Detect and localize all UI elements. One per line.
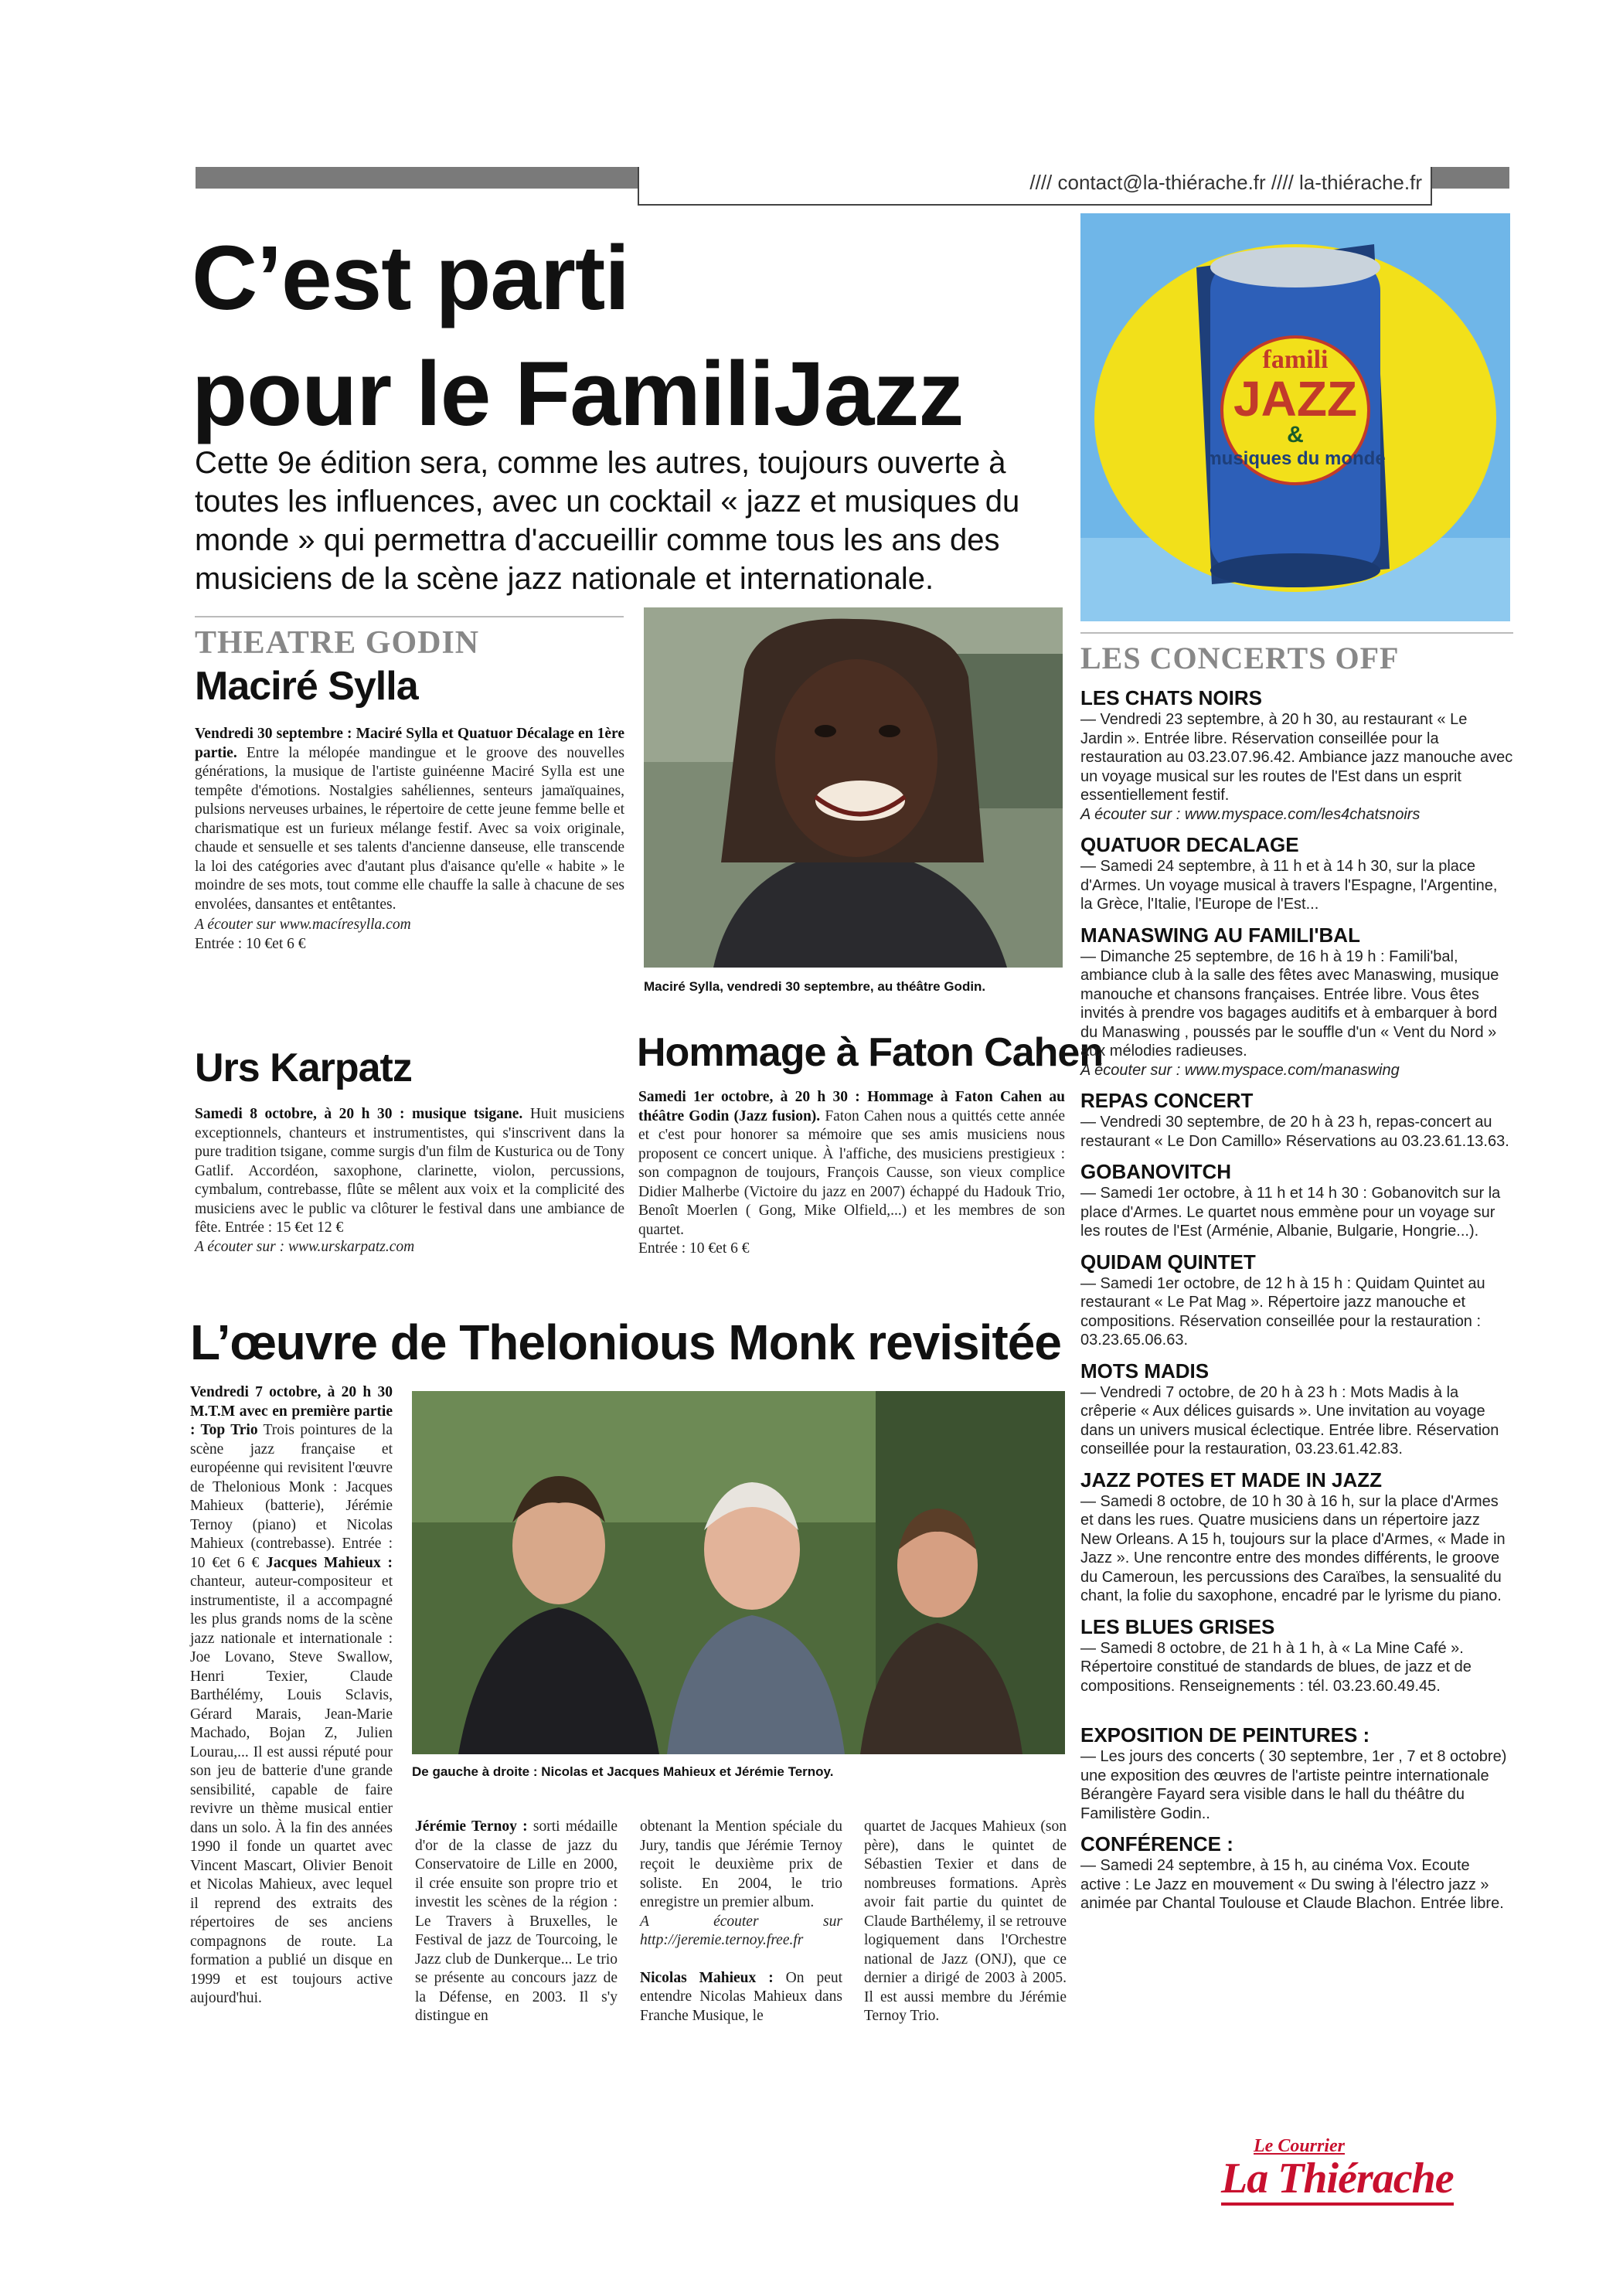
concert-off-item [1080, 1359, 1513, 1459]
article-title-karpatz: Urs Karpatz [195, 1046, 412, 1090]
concert-off-text: — Samedi 1er octobre, à 11 h et 14 h 30 : Gobanovitch sur la place d'Armes. Le quartet nous emmène pour un voyage sur les routes de l'Est (Arménie, Albanie, Bulgarie, Hongrie...). [1080, 1185, 1501, 1240]
cahen-entry: Entrée : 10 €et 6 € [638, 1240, 750, 1257]
concert-off-text: — Samedi 8 octobre, de 21 h à 1 h, à « La Mine Café ». Répertoire constitué de standards de blues, de jazz et de compositions. Renseignements : tél. 03.23.60.49.45. [1080, 1639, 1472, 1695]
photo-caption-sylla: Maciré Sylla, vendredi 30 septembre, au théâtre Godin. [644, 979, 986, 994]
article-title-monk: L’œuvre de Thelonious Monk revisitée [190, 1315, 1061, 1370]
cahen-body: Faton Cahen nous a quittés cette année et c'est pour honorer sa mémoire que ses amis musiciens nous proposent ce concert unique. À l'affiche, des musiciens prestigieux : son compagnon de toujours, François Causse, son vieux complice Didier Malherbe (Victoire du jazz en 2007) échappé du Hadouk Trio, Benoît Moerlen ( Gong, Mike Olfield,...) et les membres de son quartet. [638, 1107, 1065, 1238]
cahen-lead: Samedi 1er octobre, à 20 h 30 : Hommage à Faton Cahen au théâtre Godin (Jazz fusion). [638, 1089, 1065, 1124]
logo-line-2: La Thiérache [1221, 2155, 1454, 2206]
concert-off-text: — Vendredi 23 septembre, à 20 h 30, au restaurant « Le Jardin ». Entrée libre. Réservation conseillée pour la restauration au 03.23.07.96.42. Ambiance jazz manouche avec un voyage musical sur les routes de l'Est dans un esprit essentiellement festif. [1080, 711, 1513, 804]
contact-line: //// contact@la-thiérache.fr //// la-thiérache.fr [1029, 171, 1422, 194]
photo-macire-sylla [644, 607, 1063, 968]
newspaper-logo [1159, 2134, 1515, 2219]
concert-off-text: — Samedi 24 septembre, à 15 h, au cinéma Vox. Ecoute active : Le Jazz en mouvement « Du swing à l'électro jazz » animée par Chantal Toulouse et Claude Blachon. Entrée libre. [1080, 1857, 1504, 1912]
photo-top-trio [412, 1391, 1065, 1754]
logo-line-1: Le Courrier [1254, 2136, 1346, 2156]
concert-off-listen: A écouter sur : www.myspace.com/les4chatsnoirs [1080, 805, 1421, 823]
monk-col1b-lead: Jacques Mahieux : [266, 1554, 393, 1571]
concert-off-title: MANASWING AU FAMILI'BAL [1080, 923, 1360, 947]
standfirst: Cette 9e édition sera, comme les autres, toujours ouverte à toutes les influences, avec un cocktail « jazz et musiques du monde » qui permettra d'accueillir comme tous les ans des musiciens de la scène jazz nationale et internationale. [195, 446, 1020, 596]
photo-caption-trio: De gauche à droite : Nicolas et Jacques Mahieux et Jérémie Ternoy. [412, 1764, 834, 1779]
concert-off-title: MOTS MADIS [1080, 1359, 1210, 1383]
concert-off-item [1080, 1468, 1513, 1606]
concert-off-text: — Vendredi 30 septembre, de 20 h à 23 h, repas-concert au restaurant « Le Don Camillo» Réservations au 03.23.61.13.63. [1080, 1114, 1509, 1150]
monk-column-4 [864, 1818, 1067, 2026]
concert-off-item [1080, 924, 1513, 1080]
article-karpatz [195, 1105, 624, 1257]
concert-off-title: REPAS CONCERT [1080, 1089, 1254, 1112]
section-kicker-off: LES CONCERTS OFF [1080, 641, 1400, 675]
section-kicker-theatre: THEATRE GODIN [195, 625, 480, 661]
concert-off-text: — Samedi 1er octobre, de 12 h à 15 h : Quidam Quintet au restaurant « Le Pat Mag ». Répertoire jazz manouche et compositions. Réservation conseillée pour la restauration : 03.23.65.06.63. [1080, 1274, 1485, 1349]
monk-lead: Vendredi 7 octobre, à 20 h 30 M.T.M avec en première partie : Top Trio [190, 1384, 393, 1438]
concerts-off-list [1080, 686, 1513, 1923]
monk-col3b-lead: Nicolas Mahieux : [640, 1969, 774, 1986]
illus-text-jazz: JAZZ [1233, 371, 1357, 427]
sylla-body: Entre la mélopée mandingue et le groove des nouvelles générations, la musique de l'artiste guinéenne Maciré Sylla est une tempête d'émotions. Nostalgies sahéliennes, senteurs jamaïquaines, pulsions nerveuses urbaines, le répertoire de cette jeune femme belle et charismatique est un furieux mélange festif. Avec sa voix originale, chaude et sensuelle et ses talents d'ancienne danseuse, elle transcende la loi des catégories avec d'autant plus d'aisance qu'elle « habite » le moindre de ses mots, tout comme elle chauffe la salle à chacune de ses envolées, dansantes et entêtantes. [195, 744, 624, 913]
concert-off-item [1080, 833, 1513, 914]
karpatz-body: Huit musiciens exceptionnels, chanteurs et instrumentistes, qui s'inscrivent dans la pure tradition tsigane, comme surgis d'un film de Kusturica ou de Tony Gatlif. Accordéon, saxophone, clarinette, violon, percussions, cymbalum, contrebasse, flûte se mêlent aux voix et la complicité des musiciens avec le public va clôturer le festival dans une ambiance de fête. Entrée : 15 €et 12 € [195, 1106, 624, 1236]
monk-col1b: chanteur, auteur-compositeur et instrumentiste, il a accompagné les plus grands noms de la scène jazz nationale et internationale : Joe Lovano, Steve Swallow, Henri Texier, Claude Barthélémy, Louis Sclavis, Gérard Marais, Jean-Marie Machado, Bojan Z, Julien Lourau,... Il est aussi réputé pour son jeu de batterie d'une grande sensibilité, capable de faire revivre un thème musical entier dans un solo. À la fin des années 1990 il fonde un quartet avec Vincent Mascart, Olivier Benoit et Nicolas Mahieux, avec lequel il reprend des extraits des répertoires de ses anciens compagnons de route. La formation a publié un disque en 1999 et est toujours active aujourd'hui. [190, 1573, 393, 2006]
concert-off-title: LES BLUES GRISES [1080, 1614, 1275, 1638]
article-title-cahen: Hommage à Faton Cahen [637, 1030, 1104, 1075]
divider [195, 616, 624, 617]
concert-off-title: GOBANOVITCH [1080, 1160, 1231, 1183]
monk-col3b: On peut entendre Nicolas Mahieux dans Franche Musique, le [640, 1969, 843, 2024]
monk-column-1 [190, 1383, 393, 2009]
concert-off-item [1080, 1250, 1513, 1350]
monk-col1: Trois pointures de la scène jazz française et européenne qui revisitent l'œuvre de Thelonious Monk : Jacques Mahieux (batterie), Jérémie Ternoy (piano) et Nicolas Mahieux (contrebasse). Entrée : 10 €et 6 € [190, 1422, 393, 1571]
concert-off-title: QUIDAM QUINTET [1080, 1250, 1256, 1274]
illus-text-musiques: musiques du monde [1205, 448, 1386, 469]
article-cahen [638, 1088, 1065, 1259]
monk-column-3 [640, 1818, 842, 2026]
concert-off-text: — Samedi 24 septembre, à 11 h et à 14 h 30, sur la place d'Armes. Un voyage musical à travers l'Espagne, l'Argentine, la Grèce, l'Italie, l'Europe de l'Est... [1080, 858, 1498, 913]
concert-off-item [1080, 1089, 1513, 1151]
concert-off-title: LES CHATS NOIRS [1080, 686, 1262, 709]
concert-off-title: EXPOSITION DE PEINTURES : [1080, 1723, 1370, 1747]
sylla-lead: Vendredi 30 septembre : Maciré Sylla et Quatuor Décalage en 1ère partie. [195, 726, 624, 761]
headline-line-1: C’est parti [192, 227, 630, 329]
article-sylla [195, 725, 624, 954]
concert-off-text: — Samedi 8 octobre, de 10 h 30 à 16 h, sur la place d'Armes et dans les rues. Quatre musiciens dans un répertoire jazz New Orleans. A 15 h, toujours sur la place d'Armes, « Made in Jazz ». Une rencontre entre des mondes différents, le groove du Cameroun, les percussions des Caraïbes, la sensualité du chant, la folie du saxophone, encadré par le lyrisme du piano. [1080, 1492, 1506, 1604]
monk-col3: obtenant la Mention spéciale du Jury, tandis que Jérémie Ternoy reçoit le deuxième prix de soliste. En 2004, le trio enregistre un premier album. [640, 1818, 842, 1910]
concert-off-text: — Vendredi 7 octobre, de 20 h à 23 h : Mots Madis à la crêperie « Aux délices guisards ». Une invitation au voyage dans un univers musical éclectique. Entrée libre. Réservation conseillée pour la restauration, 03.23.61.42.83. [1080, 1383, 1499, 1458]
divider [1080, 632, 1513, 634]
concert-off-text: — Dimanche 25 septembre, de 16 h à 19 h : Famili'bal, ambiance club à la salle des fêtes avec Manaswing, musique manouche et chansons françaises. Entrée libre. Vous êtes invités à prendre vos bagages auditifs et à embarquer à bord du Manaswing , poussés par le souffle d'un « Vent du Nord » aux mélodies radieuses. [1080, 947, 1499, 1060]
concert-off-title: QUATUOR DECALAGE [1080, 833, 1299, 856]
illus-text-amp: & [1287, 422, 1304, 447]
monk-col2: sorti médaille d'or de la classe de jazz du Conservatoire de Lille en 2000, il crée ensuite son propre trio et investit les scènes de la région : Le Travers à Bruxelles, le Festival de jazz de Tourcoing, le Jazz club de Dunkerque... Le trio se présente au concours jazz de la Défense, en 2003. Il s'y distingue en [415, 1818, 618, 2024]
concert-off-title: JAZZ POTES ET MADE IN JAZZ [1080, 1468, 1383, 1492]
karpatz-listen: A écouter sur : www.urskarpatz.com [195, 1238, 415, 1255]
monk-col3-listen: A écouter sur http://jeremie.ternoy.free.fr [640, 1913, 842, 1948]
concert-off-item [1080, 1832, 1513, 1913]
monk-col4: quartet de Jacques Mahieux (son père), dans le quintet de Sébastien Texier et dans de nombreuses formations. Après avoir fait partie du quintet de Claude Barthélemy, il se retrouve logiquement dans l'Orchestre national de Jazz (ONJ), que ce dernier a dirigé de 2003 à 2005. Il est aussi membre du Jérémie Ternoy Trio. [864, 1818, 1067, 2024]
concert-off-listen: A écouter sur : www.myspace.com/manaswing [1080, 1061, 1400, 1079]
karpatz-lead: Samedi 8 octobre, à 20 h 30 : musique tsigane. [195, 1106, 523, 1122]
familijazz-illustration [1080, 213, 1510, 621]
headline-line-2: pour le FamiliJazz [192, 343, 964, 445]
concert-off-item [1080, 686, 1513, 824]
sylla-entry: Entrée : 10 €et 6 € [195, 935, 306, 952]
sylla-listen: A écouter sur www.macíresylla.com [195, 917, 411, 933]
illus-text-famili: famili [1262, 345, 1329, 374]
headline [192, 220, 1057, 452]
concert-off-title: CONFÉRENCE : [1080, 1832, 1233, 1856]
concert-off-item [1080, 1160, 1513, 1241]
monk-col2-lead: Jérémie Ternoy : [415, 1818, 528, 1835]
concert-off-item [1080, 1723, 1513, 1823]
concert-off-text: — Les jours des concerts ( 30 septembre, 1er , 7 et 8 octobre) une exposition des œuvres de l'artiste peintre internationale Bérangère Fayard sera visible dans le hall du théâtre du Familistère Godin.. [1080, 1748, 1507, 1822]
monk-column-2 [415, 1818, 618, 2026]
concert-off-item [1080, 1615, 1513, 1696]
article-title-sylla: Maciré Sylla [195, 664, 418, 709]
